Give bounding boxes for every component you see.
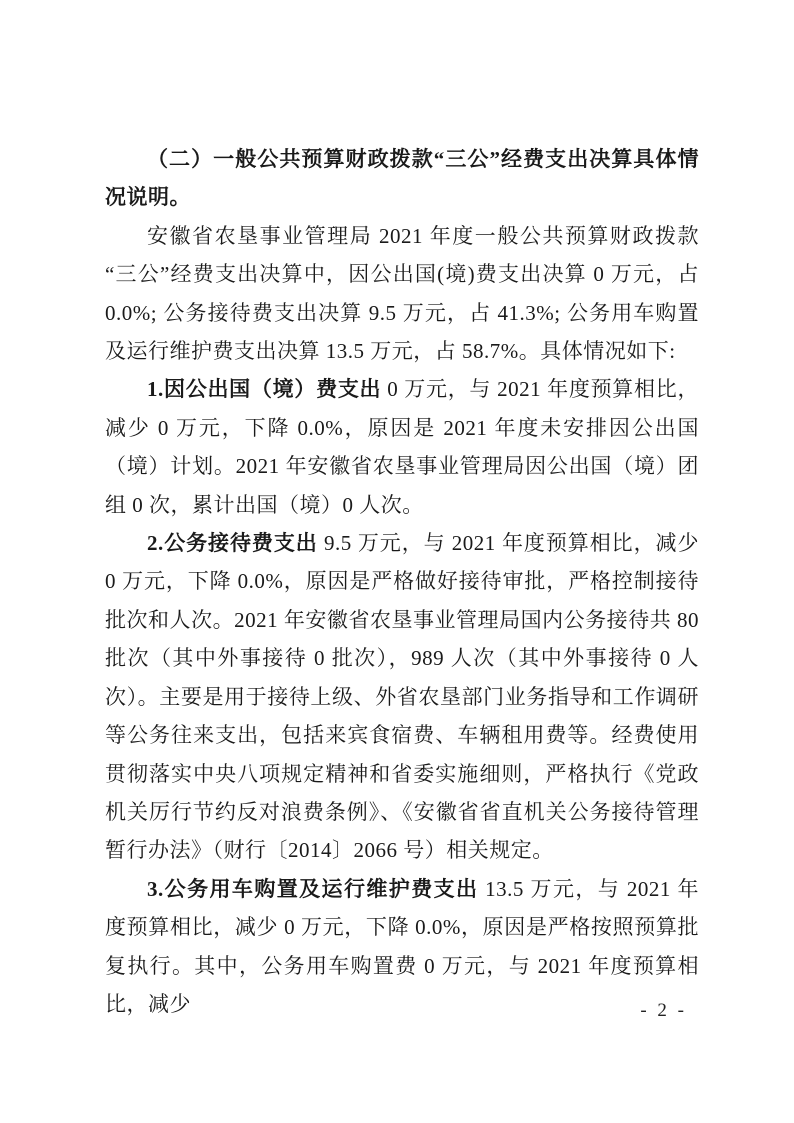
section-heading: （二）一般公共预算财政拨款“三公”经费支出决算具体情况说明。 <box>105 147 699 210</box>
paragraph-reception-expense <box>105 524 699 870</box>
paragraph-text: 0 万元，与 2021 年度预算相比，减少 0 万元，下降 0.0%，原因是 2021 年度未安排因公出国（境）计划。2021 年安徽省农垦事业管理局因公出国（境）团组 0 次，累计出国（境）0 人次。 <box>105 377 700 517</box>
paragraph-text: 13.5 万元，与 2021 年度预算相比，减少 0 万元，下降 0.0%，原因是严格按照预算批复执行。其中，公务用车购置费 0 万元，与 2021 年度预算相比，减少 <box>105 876 700 1016</box>
paragraph-text: 9.5 万元，与 2021 年度预算相比，减少 0 万元，下降 0.0%，原因是严格做好接待审批，严格控制接待批次和人次。2021 年安徽省农垦事业管理局国内公务接待共 80 批次（其中外事接待 0 批次），989 人次（其中外事接待 0 人次）。主要是用于接待上级、外省农垦部门业务指导和工作调研等公务往来支出，包括来宾食宿费、车辆租用费等。经费使用贯彻落实中央八项规定精神和省委实施细则，严格执行《党政机关厉行节约反对浪费条例》、《安徽省省直机关公务接待管理暂行办法》（财行〔2014〕2066 号）相关规定。 <box>105 531 699 863</box>
page-number: - 2 - <box>640 1000 687 1021</box>
paragraph-abroad-expense <box>105 370 699 524</box>
paragraph-text: 安徽省农垦事业管理局 2021 年度一般公共预算财政拨款“三公”经费支出决算中，因公出国(境)费支出决算 0 万元，占 0.0%; 公务接待费支出决算 9.5 万元，占 41.3%; 公务用车购置及运行维护费支出决算 13.5 万元，占 58.7%。具体情况如下: <box>105 223 699 364</box>
paragraph-three-public-summary <box>105 217 699 371</box>
document-content <box>105 140 699 1023</box>
paragraph-lead-bold: 2.公务接待费支出 <box>147 531 318 556</box>
paragraph-lead-bold: 3.公务用车购置及运行维护费支出 <box>147 876 479 901</box>
paragraph-lead-bold: 1.因公出国（境）费支出 <box>147 377 382 402</box>
